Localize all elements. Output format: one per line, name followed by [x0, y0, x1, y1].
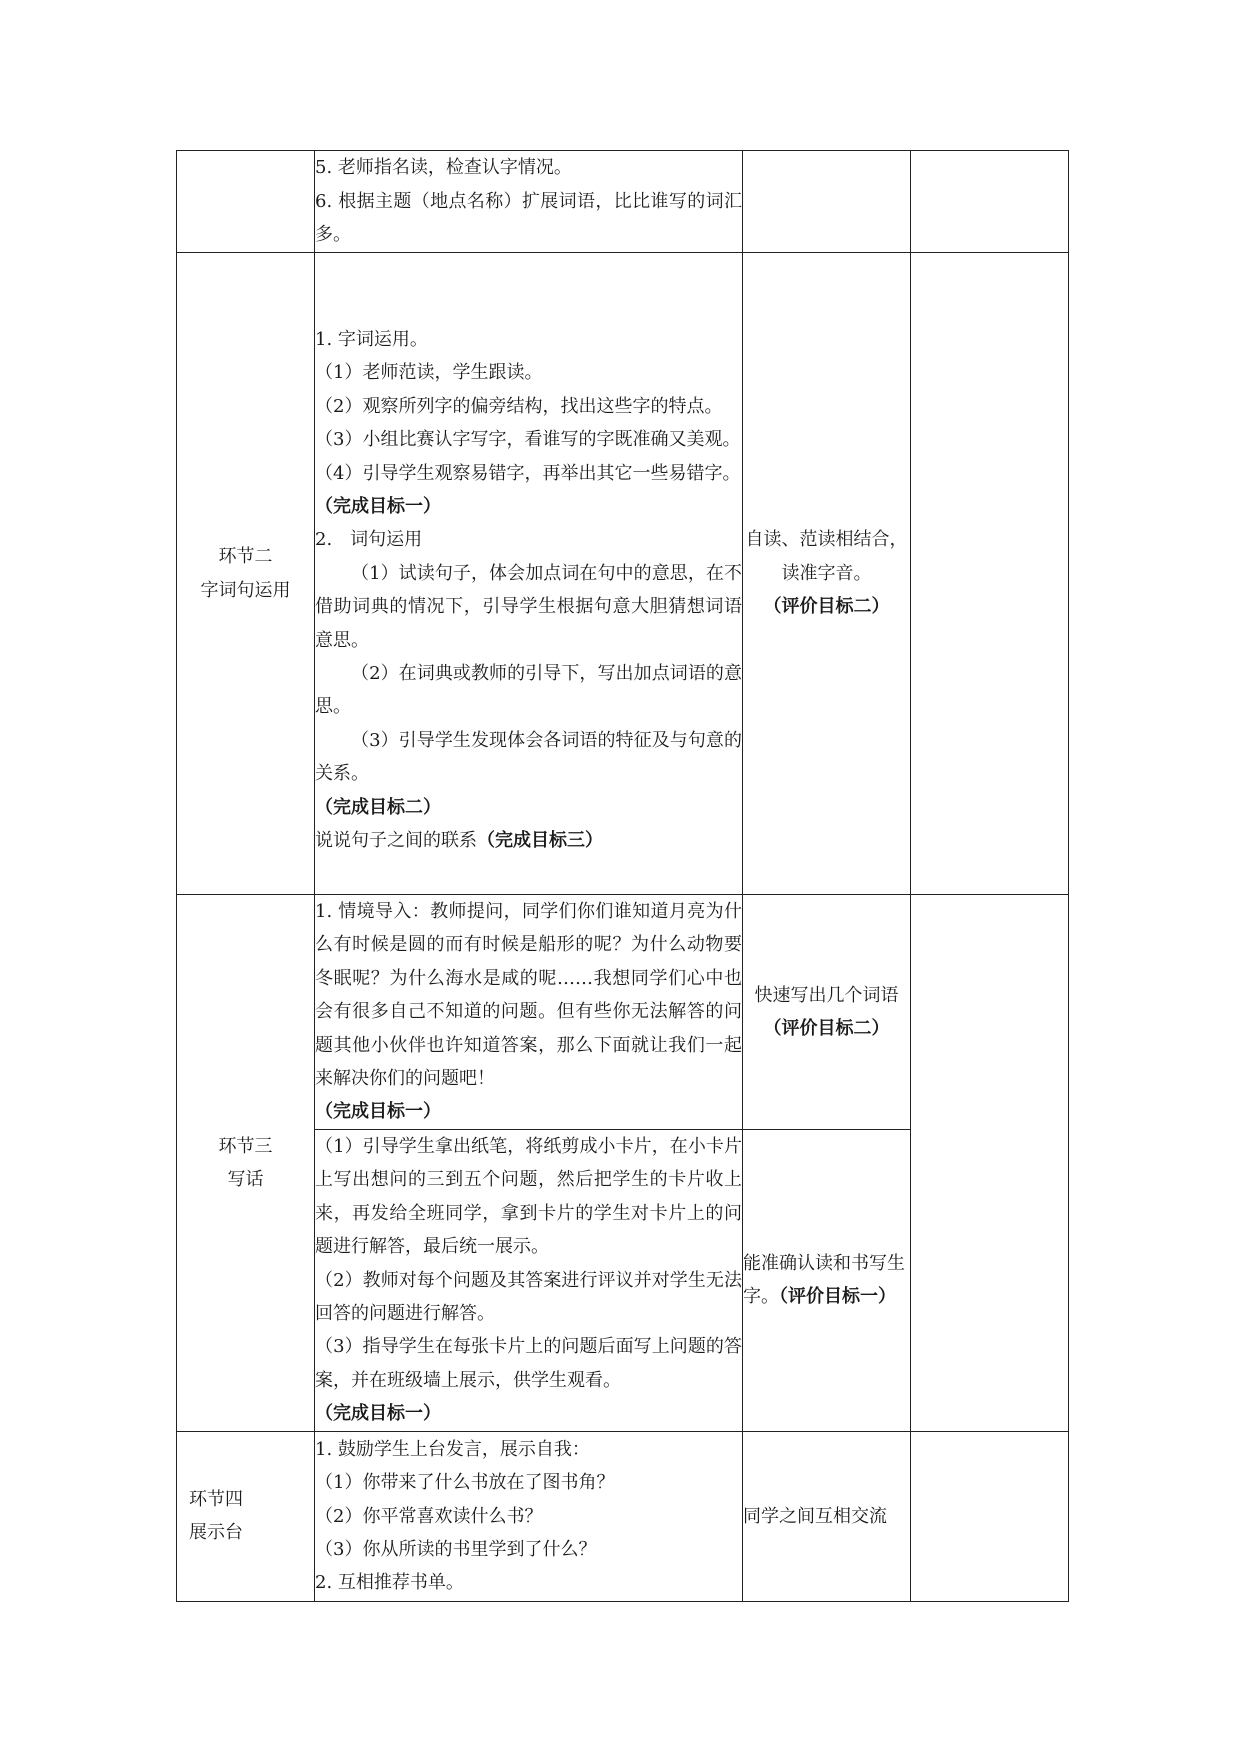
phase-cell — [177, 1431, 315, 1601]
evaluation-goal: （评价目标二） — [763, 1017, 890, 1039]
content-line: （1）试读句子，体会加点词在句中的意思，在不借助词典的情况下，引导学生根据句意大胆猜想词语意思。 — [315, 562, 742, 651]
evaluation-goal: （评价目标一） — [779, 1286, 896, 1308]
notes-cell-empty — [911, 253, 1069, 895]
notes-cell-empty — [911, 151, 1069, 253]
evaluation-text: 自读、范读相结合，读准字音。 — [745, 529, 908, 584]
goal-marker: （完成目标一） — [315, 1403, 441, 1425]
evaluation-cell — [743, 1431, 911, 1601]
content-line: （4）引导学生观察易错字，再举出其它一些易错字。 — [315, 462, 741, 484]
evaluation-text: 能准确认读和书写生字。 — [743, 1252, 905, 1308]
content-cell — [315, 151, 743, 253]
content-line: 1. 鼓励学生上台发言，展示自我： — [315, 1438, 590, 1460]
content-line: （3）指导学生在每张卡片上的问题后面写上问题的答案，并在班级墙上展示，供学生观看。 — [315, 1336, 742, 1391]
phase-title: 环节四 — [189, 1488, 243, 1510]
content-line: （1）你带来了什么书放在了图书角？ — [315, 1472, 615, 1494]
content-line: 2. 互相推荐书单。 — [315, 1572, 464, 1594]
content-line: （2）观察所列字的偏旁结构，找出这些字的特点。 — [315, 395, 723, 417]
table-row-phase-4 — [177, 1431, 1069, 1601]
evaluation-cell — [743, 1129, 911, 1431]
table-row-continuation — [177, 151, 1069, 253]
content-line: 2. 词句运用 — [315, 529, 423, 551]
content-line: （2）教师对每个问题及其答案进行评议并对学生无法回答的问题进行解答。 — [315, 1269, 742, 1325]
content-line: （2）在词典或教师的引导下，写出加点词语的意思。 — [315, 663, 742, 718]
phase-subtitle: 字词句运用 — [200, 579, 291, 601]
phase-cell — [177, 895, 315, 1432]
notes-cell-empty — [911, 895, 1069, 1432]
evaluation-goal: （评价目标二） — [763, 596, 890, 618]
content-line: （3）小组比赛认字写字，看谁写的字既准确又美观。 — [315, 429, 741, 451]
phase-title: 环节二 — [218, 546, 273, 568]
content-line: （3）你从所读的书里学到了什么？ — [315, 1539, 597, 1561]
content-cell — [315, 1129, 743, 1431]
phase-title: 环节三 — [218, 1135, 273, 1157]
goal-marker: （完成目标一） — [315, 1101, 441, 1123]
evaluation-text: 快速写出几个词语 — [754, 984, 899, 1006]
content-line: 6. 根据主题（地点名称）扩展词语，比比谁写的词汇多。 — [315, 190, 742, 246]
content-line: （1）老师范读，学生跟读。 — [315, 362, 543, 384]
content-cell — [315, 1431, 743, 1601]
lesson-plan-table — [176, 150, 1069, 1602]
goal-marker: （完成目标二） — [315, 796, 441, 818]
evaluation-cell — [743, 253, 911, 895]
content-line — [315, 824, 742, 857]
content-line: （3）引导学生发现体会各词语的特征及与句意的关系。 — [315, 729, 742, 785]
table-row-phase-2 — [177, 253, 1069, 895]
evaluation-text: 同学之间互相交流 — [743, 1505, 887, 1527]
evaluation-cell-empty — [743, 151, 911, 253]
phase-subtitle: 展示台 — [189, 1522, 243, 1544]
evaluation-cell — [743, 895, 911, 1130]
notes-cell-empty — [911, 1431, 1069, 1601]
content-line: 1. 字词运用。 — [315, 328, 428, 350]
phase-subtitle: 写话 — [227, 1168, 264, 1190]
content-line: （2）你平常喜欢读什么书？ — [315, 1505, 543, 1527]
phase-cell-empty — [177, 151, 315, 253]
phase-cell — [177, 253, 315, 895]
content-line: 5. 老师指名读，检查认字情况。 — [315, 157, 572, 179]
content-text: 说说句子之间的联系 — [315, 830, 477, 852]
content-cell — [315, 253, 743, 895]
goal-marker: （完成目标三） — [477, 830, 603, 852]
content-line: （1）引导学生拿出纸笔，将纸剪成小卡片，在小卡片上写出想问的三到五个问题，然后把学生的卡片收上来，再发给全班同学，拿到卡片的学生对卡片上的问题进行解答，最后统一展示。 — [315, 1136, 742, 1258]
content-line: 1. 情境导入：教师提问，同学们你们谁知道月亮为什么有时候是圆的而有时候是船形的呢？为什么动物要冬眠呢？为什么海水是咸的呢……我想同学们心中也会有很多自己不知道的问题。但有些你无法解答的问题其他小伙伴也许知道答案，那么下面就让我们一起来解决你们的问题吧！ — [315, 901, 742, 1090]
goal-marker: （完成目标一） — [315, 495, 441, 517]
table-row-phase-3 — [177, 895, 1069, 1130]
content-cell — [315, 895, 743, 1130]
